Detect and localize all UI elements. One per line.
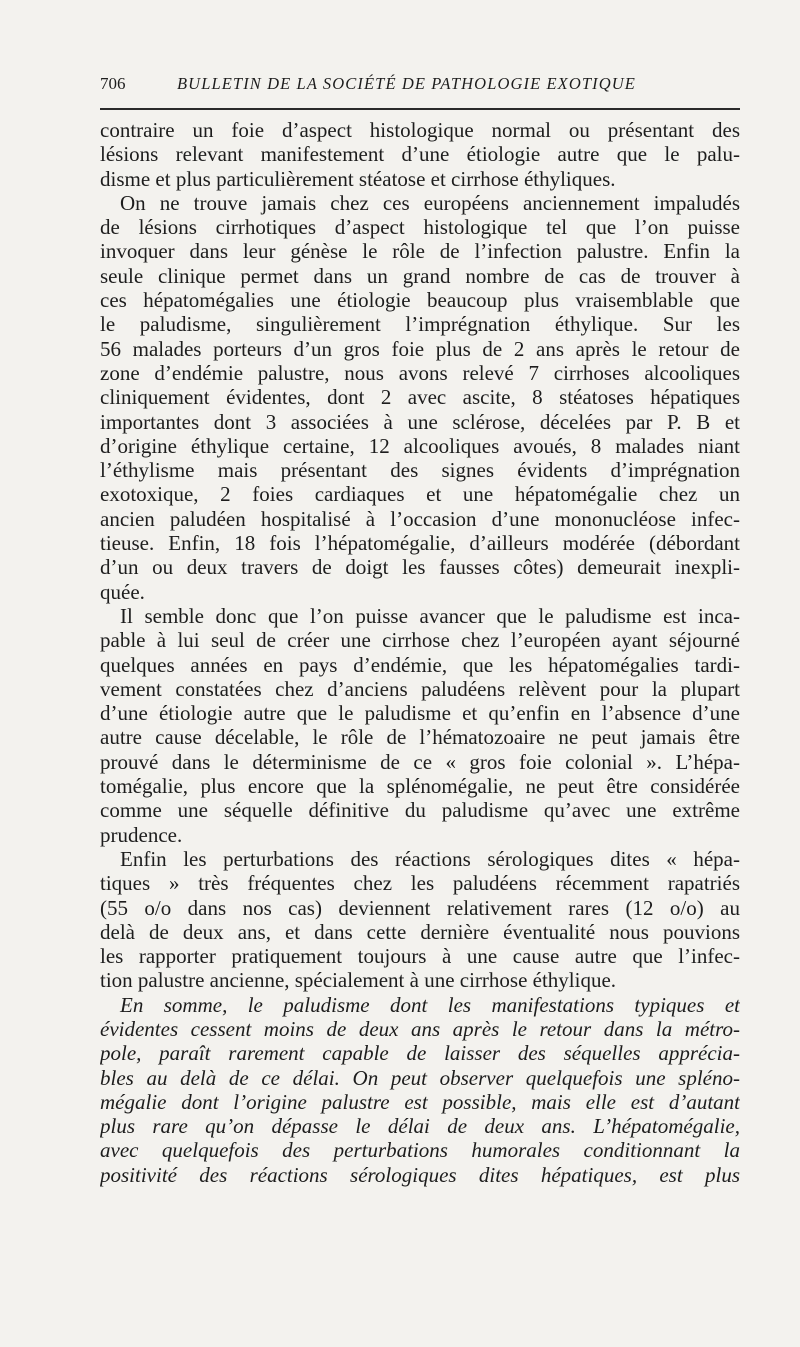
text-line: d’origine éthylique certaine, 12 alcooliques avoués, 8 malades niant: [100, 433, 740, 458]
text-line: tiques » très fréquentes chez les paludéens récemment rapatriés: [100, 871, 740, 896]
paragraph: [100, 604, 740, 847]
text-line: d’une étiologie autre que le paludisme et qu’enfin en l’absence d’une: [100, 701, 740, 726]
text-line: exotoxique, 2 foies cardiaques et une hépatomégalie chez un: [100, 482, 740, 507]
text-line: autre cause décelable, le rôle de l’hématozoaire ne peut jamais être: [100, 725, 740, 750]
text-line: ces hépatomégalies une étiologie beaucoup plus vraisemblable que: [100, 288, 740, 313]
text-line: plus rare qu’on dépasse le délai de deux ans. L’hépatomégalie,: [100, 1114, 740, 1139]
journal-title: BULLETIN DE LA SOCIÉTÉ DE PATHOLOGIE EXOTIQUE: [177, 74, 636, 93]
text-line: Il semble donc que l’on puisse avancer que le paludisme est inca-: [120, 603, 740, 628]
header-rule: [100, 108, 740, 110]
text-line: vement constatées chez d’anciens paludéens relèvent pour la plupart: [100, 676, 740, 701]
paragraph: [100, 118, 740, 191]
text-line: tomégalie, plus encore que la splénomégalie, ne peut être considérée: [100, 774, 740, 799]
running-header: [100, 74, 740, 100]
text-line: tieuse. Enfin, 18 fois l’hépatomégalie, d’ailleurs modérée (débordant: [100, 531, 740, 556]
text-line: les rapporter pratiquement toujours à une cause autre que l’infec-: [100, 944, 740, 969]
text-line: disme et plus particulièrement stéatose et cirrhose éthyliques.: [100, 166, 616, 191]
body-text: [100, 118, 740, 1187]
text-line: cliniquement évidentes, dont 2 avec ascite, 8 stéatoses hépatiques: [100, 385, 740, 410]
text-line: invoquer dans leur génèse le rôle de l’infection palustre. Enfin la: [100, 239, 740, 264]
text-line: tion palustre ancienne, spécialement à une cirrhose éthylique.: [100, 968, 617, 993]
text-line: positivité des réactions sérologiques dites hépatiques, est plus: [100, 1162, 740, 1187]
text-line: pable à lui seul de créer une cirrhose chez l’européen ayant séjourné: [100, 628, 740, 653]
text-line: lésions relevant manifestement d’une étiologie autre que le palu-: [100, 142, 740, 167]
text-line: delà de deux ans, et dans cette dernière éventualité nous pouvions: [100, 919, 740, 944]
paragraph: [100, 191, 740, 604]
text-line: prouvé dans le déterminisme de ce « gros foie colonial ». L’hépa-: [100, 749, 740, 774]
page-number: 706: [100, 74, 126, 93]
text-line: zone d’endémie palustre, nous avons relevé 7 cirrhoses alcooliques: [100, 360, 740, 385]
text-line: d’un ou deux travers de doigt les fausses côtes) demeurait inexpli-: [100, 555, 740, 580]
text-line: pole, paraît rarement capable de laisser des séquelles apprécia-: [100, 1041, 740, 1066]
text-line: On ne trouve jamais chez ces européens anciennement impaludés: [120, 190, 740, 215]
text-line: le paludisme, singulièrement l’imprégnation éthylique. Sur les: [100, 312, 740, 337]
text-line: (55 o/o dans nos cas) deviennent relativement rares (12 o/o) au: [100, 895, 740, 920]
text-line: l’éthylisme mais présentant des signes évidents d’imprégnation: [100, 458, 740, 483]
text-line: quée.: [100, 579, 145, 604]
text-line: prudence.: [100, 822, 183, 847]
text-line: mégalie dont l’origine palustre est possible, mais elle est d’autant: [100, 1089, 740, 1114]
text-line: comme une séquelle définitive du paludisme qu’avec une extrême: [100, 798, 740, 823]
text-line: importantes dont 3 associées à une sclérose, décelées par P. B et: [100, 409, 740, 434]
text-line: Enfin les perturbations des réactions sérologiques dites « hépa-: [120, 846, 740, 871]
text-line: En somme, le paludisme dont les manifestations typiques et: [120, 992, 740, 1017]
text-line: 56 malades porteurs d’un gros foie plus de 2 ans après le retour de: [100, 336, 740, 361]
text-line: évidentes cessent moins de deux ans après le retour dans la métro-: [100, 1016, 740, 1041]
text-line: contraire un foie d’aspect histologique normal ou présentant des: [100, 118, 740, 142]
text-line: bles au delà de ce délai. On peut observer quelquefois une spléno-: [100, 1065, 740, 1090]
text-line: de lésions cirrhotiques d’aspect histologique tel que l’on puisse: [100, 215, 740, 240]
text-line: ancien paludéen hospitalisé à l’occasion d’une mononucléose infec-: [100, 506, 740, 531]
paragraph-conclusion: [100, 993, 740, 1187]
text-line: quelques années en pays d’endémie, que les hépatomégalies tardi-: [100, 652, 740, 677]
paragraph: [100, 847, 740, 993]
text-line: seule clinique permet dans un grand nombre de cas de trouver à: [100, 263, 740, 288]
text-line: avec quelquefois des perturbations humorales conditionnant la: [100, 1138, 740, 1163]
